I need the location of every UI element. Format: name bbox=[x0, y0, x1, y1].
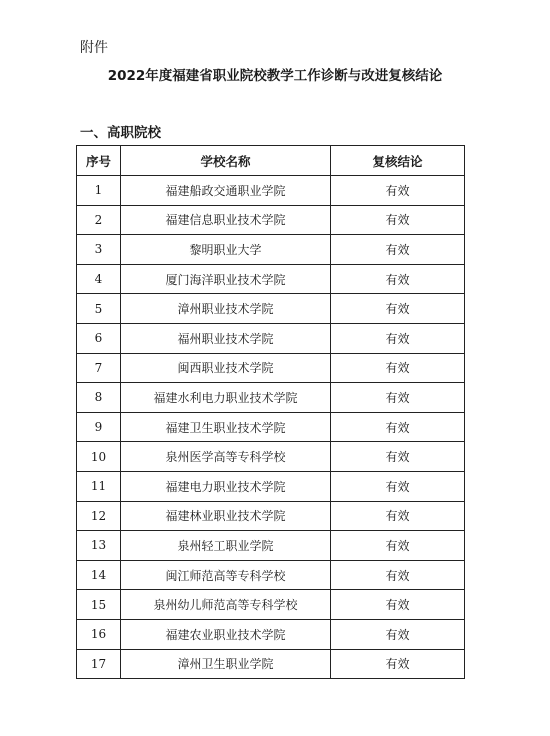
review-result-cell: 有效 bbox=[331, 531, 465, 561]
row-number-cell: 17 bbox=[77, 649, 121, 679]
school-name-cell: 泉州医学高等专科学校 bbox=[121, 442, 331, 472]
table-row bbox=[77, 560, 465, 590]
table-row bbox=[77, 649, 465, 679]
row-number-cell: 6 bbox=[77, 323, 121, 353]
school-name-cell: 漳州卫生职业学院 bbox=[121, 649, 331, 679]
review-result-cell: 有效 bbox=[331, 205, 465, 235]
school-name-cell: 泉州轻工职业学院 bbox=[121, 531, 331, 561]
row-number-cell: 11 bbox=[77, 471, 121, 501]
review-result-cell: 有效 bbox=[331, 323, 465, 353]
row-number-cell: 7 bbox=[77, 353, 121, 383]
school-name-cell: 福建卫生职业技术学院 bbox=[121, 412, 331, 442]
table-row bbox=[77, 383, 465, 413]
row-number-cell: 9 bbox=[77, 412, 121, 442]
review-result-cell: 有效 bbox=[331, 560, 465, 590]
table-row bbox=[77, 353, 465, 383]
review-result-cell: 有效 bbox=[331, 412, 465, 442]
table-body bbox=[77, 176, 465, 679]
school-name-cell: 福建船政交通职业学院 bbox=[121, 176, 331, 206]
table-row bbox=[77, 264, 465, 294]
school-name-cell: 福建信息职业技术学院 bbox=[121, 205, 331, 235]
review-result-cell: 有效 bbox=[331, 176, 465, 206]
review-result-cell: 有效 bbox=[331, 619, 465, 649]
school-name-cell: 厦门海洋职业技术学院 bbox=[121, 264, 331, 294]
review-result-cell: 有效 bbox=[331, 649, 465, 679]
review-result-cell: 有效 bbox=[331, 442, 465, 472]
row-number-cell: 8 bbox=[77, 383, 121, 413]
section-heading: 一、高职院校 bbox=[80, 125, 161, 141]
row-number-cell: 15 bbox=[77, 590, 121, 620]
row-number-cell: 12 bbox=[77, 501, 121, 531]
row-number-cell: 10 bbox=[77, 442, 121, 472]
header-number: 序号 bbox=[77, 146, 121, 176]
school-name-cell: 福建电力职业技术学院 bbox=[121, 471, 331, 501]
review-result-cell: 有效 bbox=[331, 264, 465, 294]
school-name-cell: 福州职业技术学院 bbox=[121, 323, 331, 353]
row-number-cell: 3 bbox=[77, 235, 121, 265]
review-result-cell: 有效 bbox=[331, 235, 465, 265]
table-row bbox=[77, 501, 465, 531]
row-number-cell: 14 bbox=[77, 560, 121, 590]
school-name-cell: 福建林业职业技术学院 bbox=[121, 501, 331, 531]
row-number-cell: 16 bbox=[77, 619, 121, 649]
review-result-cell: 有效 bbox=[331, 590, 465, 620]
row-number-cell: 4 bbox=[77, 264, 121, 294]
row-number-cell: 5 bbox=[77, 294, 121, 324]
school-name-cell: 福建水利电力职业技术学院 bbox=[121, 383, 331, 413]
results-table bbox=[76, 145, 465, 679]
review-result-cell: 有效 bbox=[331, 471, 465, 501]
table-row bbox=[77, 412, 465, 442]
school-name-cell: 黎明职业大学 bbox=[121, 235, 331, 265]
table-row bbox=[77, 531, 465, 561]
document-title: 2022年度福建省职业院校教学工作诊断与改进复核结论 bbox=[107, 68, 443, 84]
attachment-label: 附件 bbox=[80, 40, 108, 56]
row-number-cell: 1 bbox=[77, 176, 121, 206]
school-name-cell: 泉州幼儿师范高等专科学校 bbox=[121, 590, 331, 620]
table-row bbox=[77, 323, 465, 353]
table-row bbox=[77, 176, 465, 206]
table-row bbox=[77, 442, 465, 472]
school-name-cell: 闽西职业技术学院 bbox=[121, 353, 331, 383]
school-name-cell: 闽江师范高等专科学校 bbox=[121, 560, 331, 590]
table-row bbox=[77, 294, 465, 324]
review-result-cell: 有效 bbox=[331, 501, 465, 531]
row-number-cell: 2 bbox=[77, 205, 121, 235]
table-row bbox=[77, 619, 465, 649]
row-number-cell: 13 bbox=[77, 531, 121, 561]
review-result-cell: 有效 bbox=[331, 353, 465, 383]
table-row bbox=[77, 205, 465, 235]
header-review-result: 复核结论 bbox=[331, 146, 465, 176]
school-name-cell: 福建农业职业技术学院 bbox=[121, 619, 331, 649]
table-row bbox=[77, 471, 465, 501]
table-row bbox=[77, 235, 465, 265]
review-result-cell: 有效 bbox=[331, 294, 465, 324]
review-result-cell: 有效 bbox=[331, 383, 465, 413]
header-school-name: 学校名称 bbox=[121, 146, 331, 176]
table-row bbox=[77, 590, 465, 620]
school-name-cell: 漳州职业技术学院 bbox=[121, 294, 331, 324]
table-header-row bbox=[77, 146, 465, 176]
